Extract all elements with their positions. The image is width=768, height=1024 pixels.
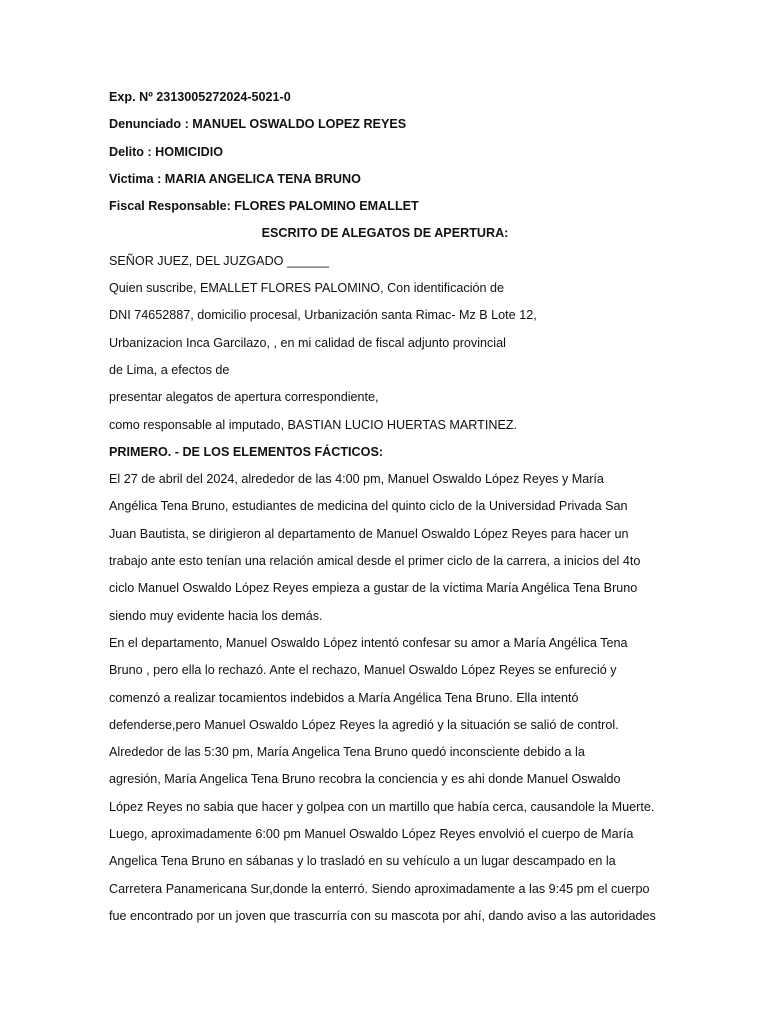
intro-line: Quien suscribe, EMALLET FLORES PALOMINO, Con identificación de: [109, 281, 505, 296]
intro-line: de Lima, a efectos de: [109, 362, 230, 377]
prosecutor-line: Fiscal Responsable: FLORES PALOMINO EMALLET: [109, 199, 419, 214]
body-line: López Reyes no sabia que hacer y golpea con un martillo que había cerca, causandole la Muerte.: [109, 799, 655, 814]
body-line: Angelica Tena Bruno en sábanas y lo trasladó en su vehículo a un lugar descampado en la: [109, 854, 616, 869]
intro-line: como responsable al imputado, BASTIAN LUCIO HUERTAS MARTINEZ.: [109, 417, 518, 432]
body-line: Juan Bautista, se dirigieron al departamento de Manuel Oswaldo López Reyes para hacer un: [109, 526, 629, 541]
body-line: ciclo Manuel Oswaldo López Reyes empieza a gustar de la víctima María Angélica Tena Bruno: [109, 581, 638, 596]
body-line: El 27 de abril del 2024, alrededor de las 4:00 pm, Manuel Oswaldo López Reyes y María: [109, 472, 604, 487]
body-line: agresión, María Angelica Tena Bruno recobra la conciencia y es ahi donde Manuel Oswaldo: [109, 772, 621, 787]
body-line: Luego, aproximadamente 6:00 pm Manuel Oswaldo López Reyes envolvió el cuerpo de María: [109, 827, 634, 842]
victim-line: Victima : MARIA ANGELICA TENA BRUNO: [109, 171, 361, 186]
body-line: Bruno , pero ella lo rechazó. Ante el rechazo, Manuel Oswaldo López Reyes se enfureció y: [109, 663, 617, 678]
body-line: fue encontrado por un joven que trascurría con su mascota por ahí, dando aviso a las autoridades: [109, 908, 656, 923]
intro-line: presentar alegatos de apertura correspondiente,: [109, 390, 379, 405]
body-line: Carretera Panamericana Sur,donde la enterró. Siendo aproximadamente a las 9:45 pm el cuerpo: [109, 881, 650, 896]
body-line: trabajo ante esto tenían una relación amical desde el primer ciclo de la carrera, a inicios del 4to: [109, 554, 641, 569]
section-heading: PRIMERO. - DE LOS ELEMENTOS FÁCTICOS:: [109, 444, 384, 459]
crime-line: Delito : HOMICIDIO: [109, 144, 224, 159]
body-line: Alrededor de las 5:30 pm, María Angelica Tena Bruno quedó inconsciente debido a la: [109, 745, 585, 760]
intro-line: SEÑOR JUEZ, DEL JUZGADO ______: [109, 253, 329, 268]
accused-line: Denunciado : MANUEL OSWALDO LOPEZ REYES: [109, 117, 407, 132]
intro-line: Urbanizacion Inca Garcilazo, , en mi calidad de fiscal adjunto provincial: [109, 335, 506, 350]
document-title: ESCRITO DE ALEGATOS DE APERTURA:: [261, 226, 509, 241]
body-line: comenzó a realizar tocamientos indebidos a María Angélica Tena Bruno. Ella intentó: [109, 690, 579, 705]
body-line: En el departamento, Manuel Oswaldo López intentó confesar su amor a María Angélica Tena: [109, 635, 628, 650]
intro-line: DNI 74652887, domicilio procesal, Urbanización santa Rimac- Mz B Lote 12,: [109, 308, 537, 323]
body-line: siendo muy evidente hacia los demás.: [109, 608, 323, 623]
document-body: [109, 84, 661, 930]
case-number: Exp. Nº 2313005272024-5021-0: [109, 90, 291, 104]
body-line: Angélica Tena Bruno, estudiantes de medicina del quinto ciclo de la Universidad Privada San: [109, 499, 628, 514]
body-line: defenderse,pero Manuel Oswaldo López Reyes la agredió y la situación se salió de control.: [109, 717, 619, 732]
